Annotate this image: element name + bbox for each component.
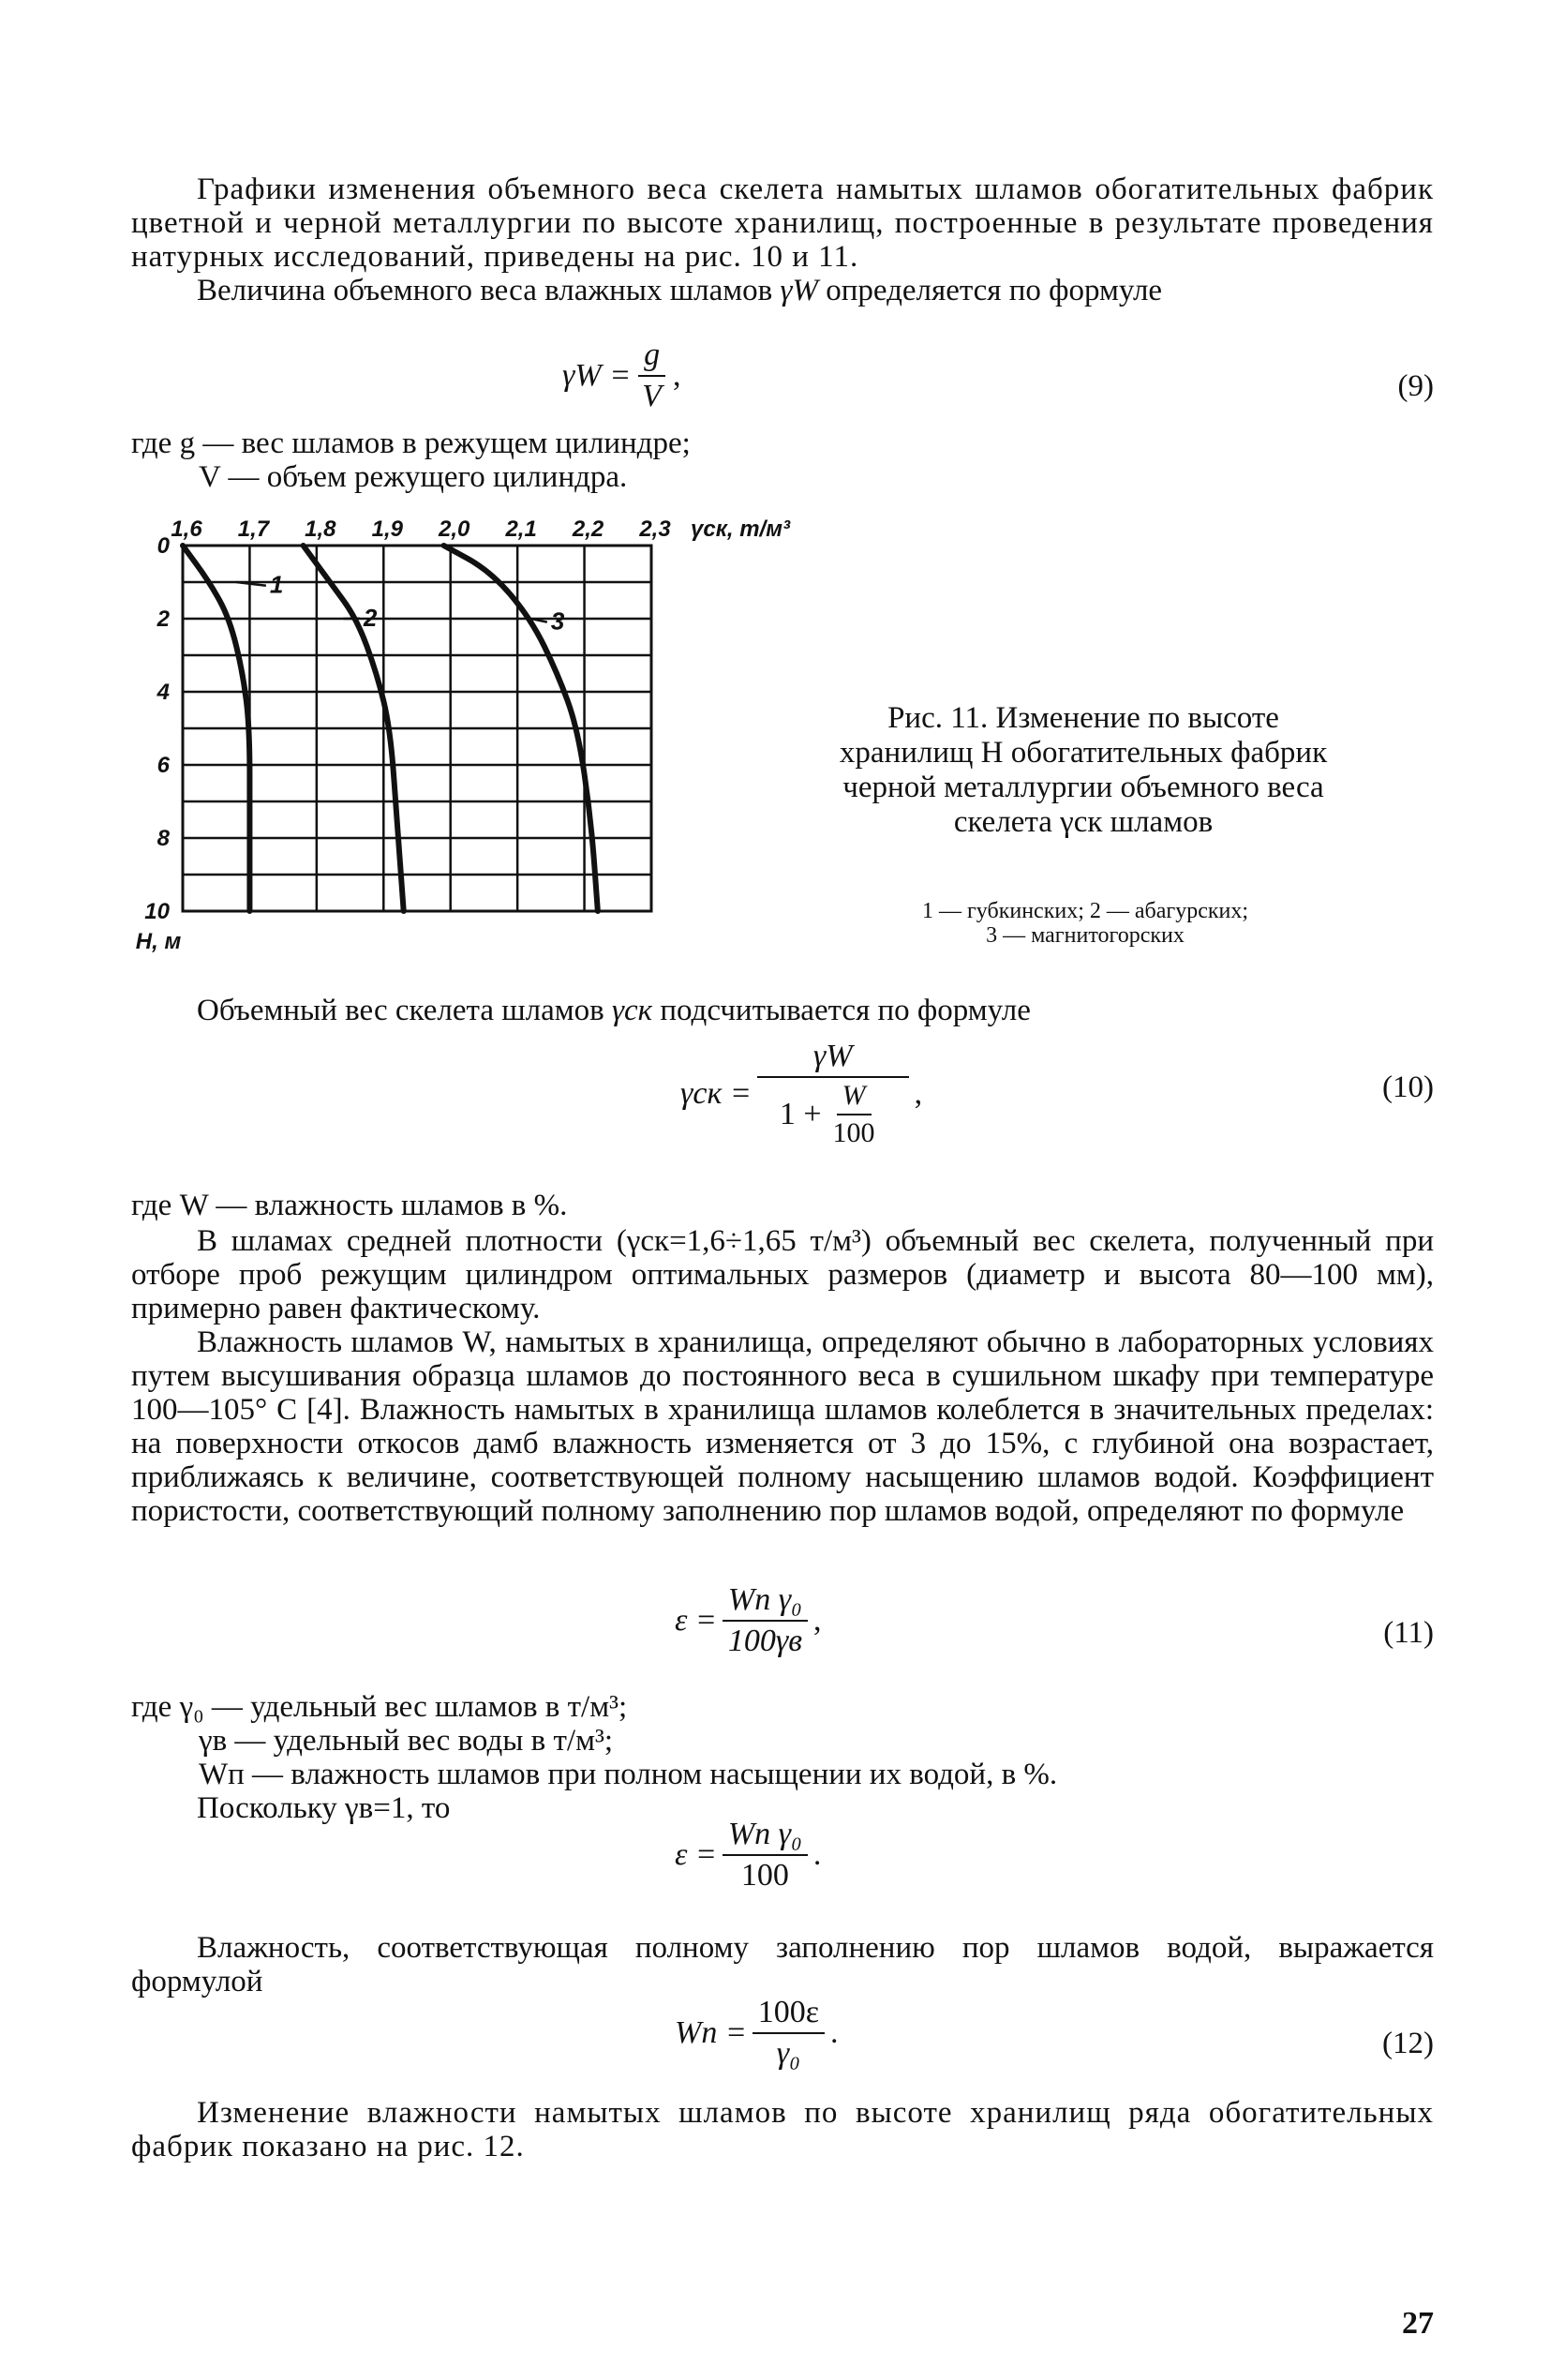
eq11-numerator: Wп γ₀ [723,1584,808,1622]
paragraph-3-start: Объемный вес скелета шламов [197,994,604,1027]
chart-grid [183,546,651,911]
equation-10 [680,1040,922,1147]
where-gamma-v: γв — удельный вес воды в т/м³; [199,1724,614,1758]
paragraph-2-end: определяется по формуле [826,274,1163,307]
eq12-lhs: Wп = [675,2015,747,2050]
eq11b-fraction [723,1819,808,1892]
y-tick-label: 2 [156,606,170,632]
eq10-tail: , [914,1076,923,1111]
page-number: 27 [1402,2306,1434,2341]
eq11b-numerator: Wп γ₀ [723,1819,808,1856]
where-w: где W — влажность шламов в %. [131,1189,568,1222]
eq10-inner-denominator: 100 [832,1117,875,1148]
equation-11 [675,1584,822,1657]
curve-label-2: 2 [363,603,378,632]
gamma-w-symbol: γW [780,274,818,307]
paragraph-7: Влажность, соответствующая полному заполнению пор шламов водой, выражается формулой [131,1931,1434,1998]
where-v: V — объем режущего цилиндра. [199,460,628,494]
eq9-tail: , [672,358,681,393]
paragraph-3-end: подсчитывается по формуле [660,994,1031,1027]
paragraph-3 [197,994,1031,1027]
eq11-fraction [723,1584,808,1657]
y-tick-label: 4 [156,680,170,705]
paragraph-1: Графики изменения объемного веса скелета намытых шламов обогатительных фабрик цветной и черной металлургии по высоте хранилищ, построенные в результате проведения натурных исследований, приведены на рис. 10 и 11. [131,172,1434,274]
equation-12-number: (12) [1382,2027,1434,2060]
figure-caption: Рис. 11. Изменение по высоте хранилищ H обогатительных фабрик черной металлургии объемного веса скелета γск шламов [839,701,1328,839]
x-tick-label: 1,7 [237,516,270,542]
eq9-lhs: γW = [562,358,632,393]
eq12-tail: . [830,2015,839,2050]
eq11b-lhs: ε = [675,1837,717,1872]
paragraph-2 [197,274,1162,307]
eq10-fraction [757,1040,909,1147]
eq11b-tail: . [812,1837,822,1872]
eq10-inner-numerator: W [837,1082,872,1115]
y-tick-label: 10 [144,899,170,924]
eq11b-denominator: 100 [740,1858,789,1893]
equation-10-number: (10) [1382,1070,1434,1104]
x-tick-label: 1,9 [371,516,403,542]
equation-9 [562,339,680,412]
eq10-lhs: γск = [680,1076,752,1111]
equation-12 [675,1997,839,2070]
y-tick-label: 6 [156,753,170,778]
y-tick-label: 0 [156,533,170,559]
eq10-inner-fraction [827,1082,881,1147]
figure-legend-line-1: 1 — губкинских; 2 — абагурских; [921,899,1249,923]
equation-11-number: (11) [1383,1616,1434,1650]
eq9-fraction [636,339,667,412]
paragraph-2-start: Величина объемного веса влажных шламов [197,274,773,307]
x-axis-label: γск, т/м³ [691,516,790,542]
figure-legend-line-2: 3 — магнитогорских [986,923,1185,948]
x-tick-label: 2,2 [572,516,604,542]
paragraph-8: Изменение влажности намытых шламов по высоте хранилищ ряда обогатительных фабрик показано на рис. 12. [131,2096,1434,2163]
eq12-denominator: γ₀ [776,2036,801,2071]
eq10-numerator: γW [757,1040,909,1078]
y-axis-label: Н, м [135,929,182,954]
x-tick-label: 1,6 [171,516,202,542]
curve-label-3: 3 [550,606,565,636]
paragraph-6: Поскольку γв=1, то [197,1791,451,1825]
paragraph-5: Влажность шламов W, намытых в хранилища, определяют обычно в лабораторных условиях путем высушивания образца шламов до постоянного веса в сушильном шкафу при температуре 100—105° С [4]. Влажность намытых в хранилища шламов колеблется в значительных пределах: на поверхности откосов дамб влажность изменяется от 3 до 15%, с глубиной она возрастает, приближаясь к величине, соответствующей полному насыщению шламов водой. Коэффициент пористости, соответствующий полному заполнению пор шламов водой, определяют по формуле [131,1325,1434,1528]
y-tick-label: 8 [156,826,170,851]
eq11-denominator: 100γв [727,1624,802,1658]
eq9-denominator: V [642,379,662,413]
eq10-den-one-plus: 1 + [779,1097,822,1131]
eq11-lhs: ε = [675,1603,717,1638]
x-tick-label: 2,0 [439,516,470,542]
figure-11-chart [112,506,843,956]
where-gamma0: где γ₀ — удельный вес шламов в т/м³; [131,1690,628,1724]
eq12-fraction [753,1997,825,2070]
x-tick-label: 1,8 [305,516,336,542]
gamma-sk-symbol: γск [611,994,653,1027]
paragraph-4: В шламах средней плотности (γск=1,6÷1,65 т/м³) объемный вес скелета, полученный при отборе проб режущим цилиндром оптимальных размеров (диаметр и высота 80—100 мм), примерно равен фактическому. [131,1224,1434,1325]
x-tick-label: 2,1 [505,516,537,542]
eq10-denominator [774,1078,892,1147]
equation-11b [675,1819,821,1892]
where-wp: Wп — влажность шламов при полном насыщении их водой, в %. [199,1758,1058,1791]
x-tick-label: 2,3 [639,516,671,542]
eq9-numerator: g [638,339,665,377]
where-g: где g — вес шламов в режущем цилиндре; [131,427,691,460]
eq11-tail: , [813,1603,822,1638]
equation-9-number: (9) [1397,369,1434,403]
curve-label-1: 1 [269,570,284,599]
eq12-numerator: 100ε [753,1997,825,2034]
